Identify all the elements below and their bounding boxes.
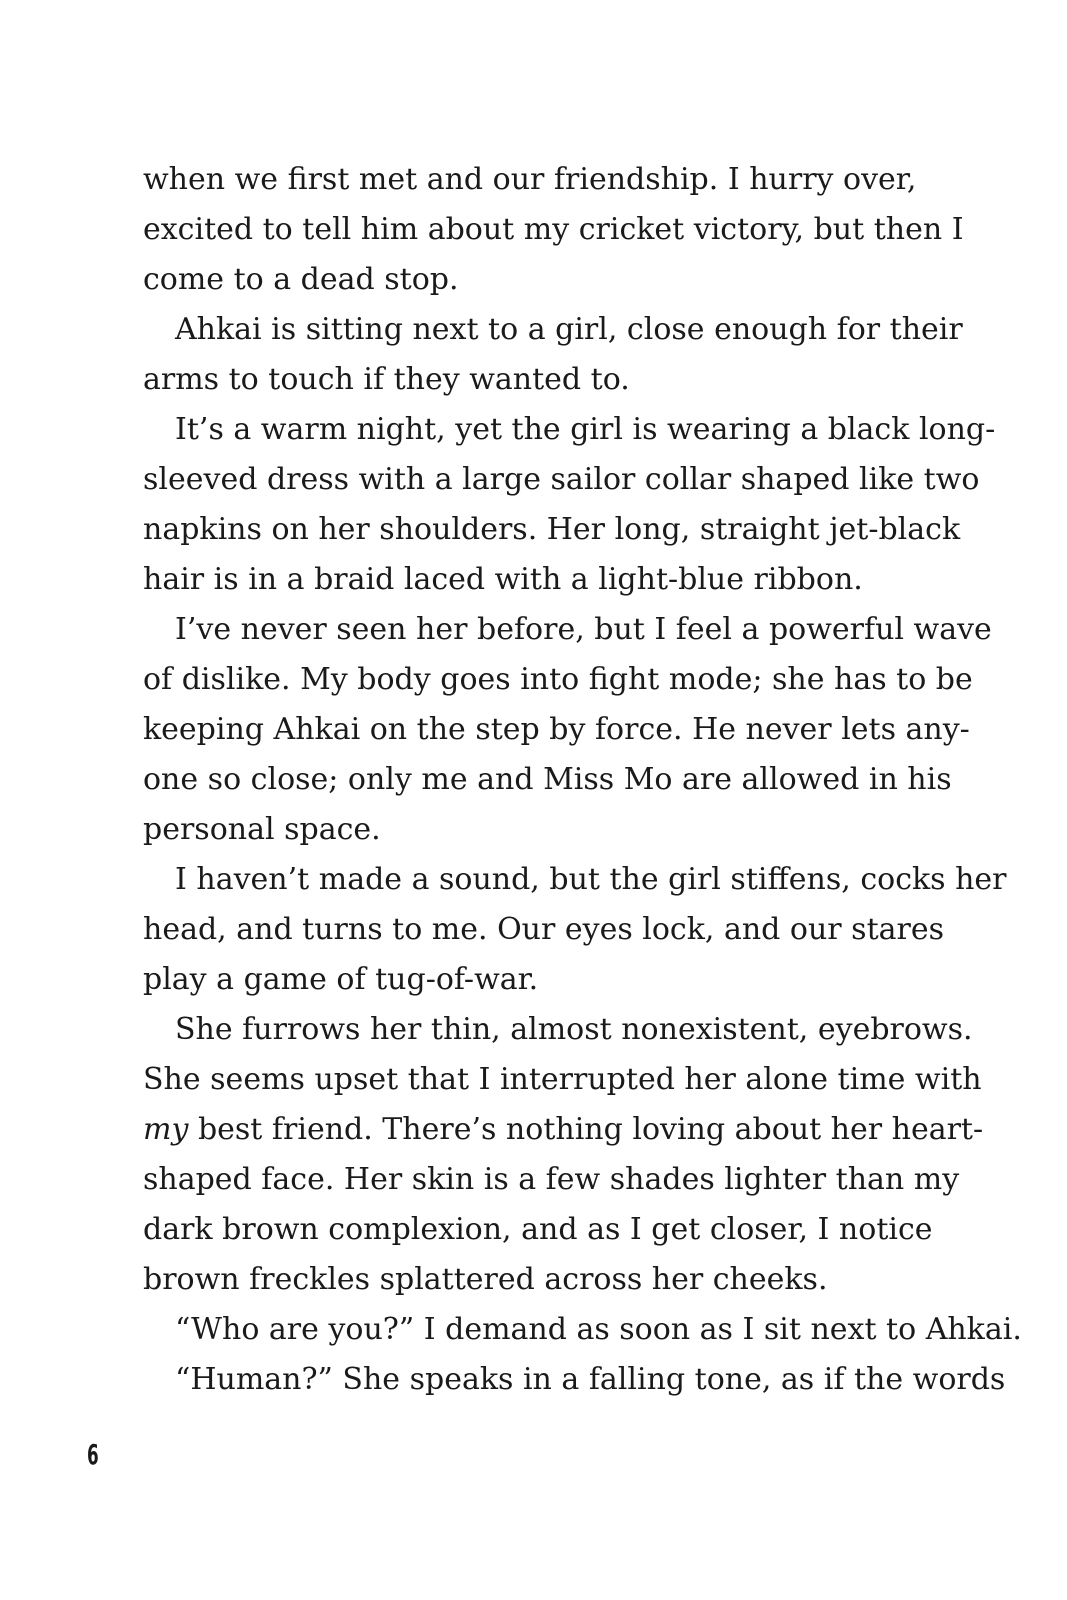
- text-line: one so close; only me and Miss Mo are allowed in his: [143, 762, 952, 797]
- text-line: It’s a warm night, yet the girl is wearing a black long-: [175, 412, 996, 447]
- text-line: “Human?” She speaks in a falling tone, as if the words: [175, 1362, 1006, 1397]
- text-line: keeping Ahkai on the step by force. He never lets any-: [143, 712, 970, 747]
- text-line: hair is in a braid laced with a light-blue ribbon.: [143, 562, 863, 597]
- text-line: come to a dead stop.: [143, 262, 459, 297]
- text-line: when we first met and our friendship. I hurry over,: [143, 162, 917, 197]
- body-text: [143, 155, 1022, 1405]
- text-line: brown freckles splattered across her cheeks.: [143, 1262, 828, 1297]
- text-line: Ahkai is sitting next to a girl, close enough for their: [175, 312, 963, 347]
- page-number: 6: [87, 1438, 99, 1471]
- text-line: of dislike. My body goes into fight mode; she has to be: [143, 662, 973, 697]
- text-line: napkins on her shoulders. Her long, straight jet-black: [143, 512, 961, 547]
- text-line: She furrows her thin, almost nonexistent, eyebrows.: [175, 1012, 973, 1047]
- text-line: I’ve never seen her before, but I feel a powerful wave: [175, 612, 992, 647]
- text-line: “Who are you?” I demand as soon as I sit next to Ahkai.: [175, 1312, 1022, 1347]
- text-line: She seems upset that I interrupted her alone time with: [143, 1062, 982, 1097]
- text-line: shaped face. Her skin is a few shades lighter than my: [143, 1162, 960, 1197]
- italic-word: my: [143, 1112, 189, 1147]
- text-line: play a game of tug-of-war.: [143, 962, 539, 997]
- text-line: I haven’t made a sound, but the girl stiffens, cocks her: [175, 862, 1007, 897]
- text-line: dark brown complexion, and as I get closer, I notice: [143, 1212, 933, 1247]
- text-line: arms to touch if they wanted to.: [143, 362, 630, 397]
- text-line: sleeved dress with a large sailor collar shaped like two: [143, 462, 980, 497]
- text-line-rest: best friend. There’s nothing loving about her heart-: [197, 1112, 984, 1147]
- text-line: [143, 1105, 984, 1155]
- text-line: personal space.: [143, 812, 381, 847]
- text-line: head, and turns to me. Our eyes lock, and our stares: [143, 912, 945, 947]
- text-line: excited to tell him about my cricket victory, but then I: [143, 212, 964, 247]
